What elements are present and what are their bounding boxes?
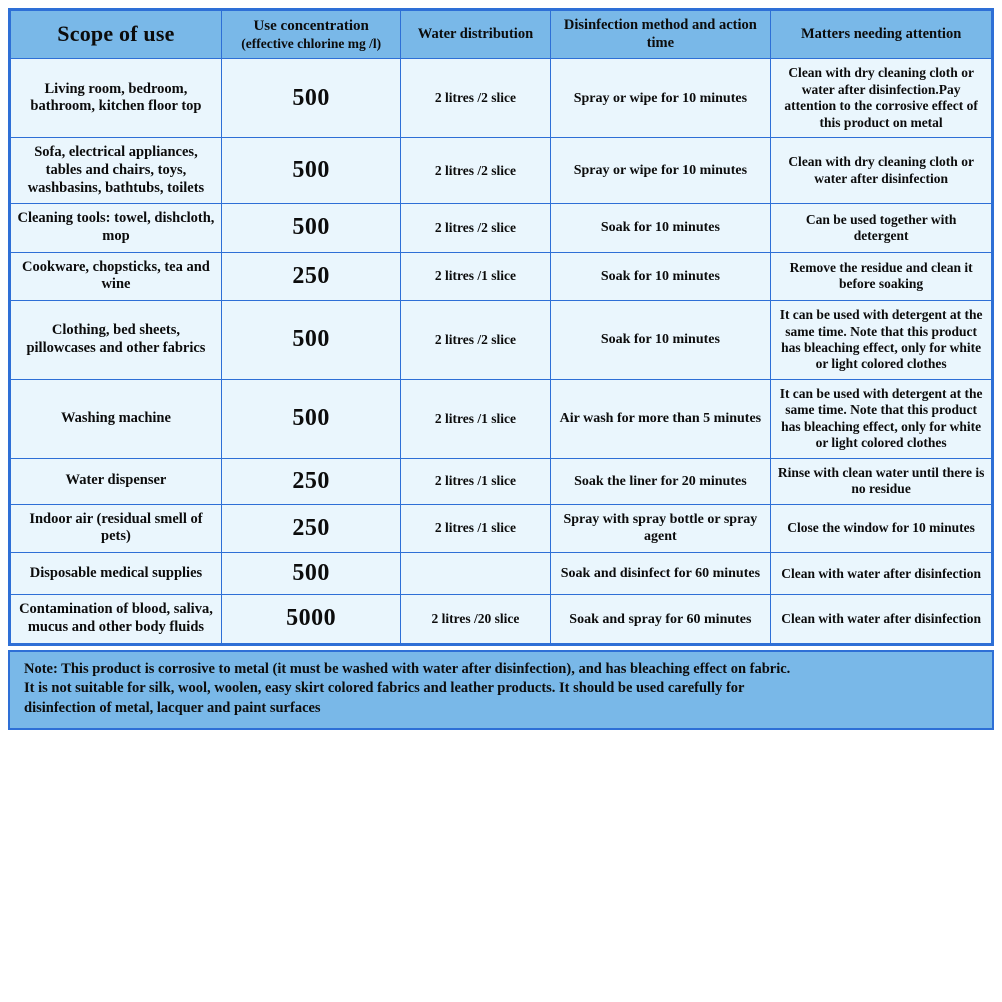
cell-water: 2 litres /1 slice	[401, 458, 550, 504]
column-header-concentration	[221, 11, 401, 59]
cell-water	[401, 553, 550, 595]
cell-method: Air wash for more than 5 minutes	[550, 379, 771, 458]
column-header-method: Disinfection method and action time	[550, 11, 771, 59]
table-row	[11, 138, 992, 204]
cell-concentration: 500	[221, 301, 401, 380]
table-header	[11, 11, 992, 59]
cell-scope: Indoor air (residual smell of pets)	[11, 504, 222, 552]
cell-water: 2 litres /2 slice	[401, 301, 550, 380]
cell-method: Soak and spray for 60 minutes	[550, 595, 771, 643]
note-section	[8, 650, 994, 731]
table-row	[11, 379, 992, 458]
table-row	[11, 301, 992, 380]
table-body	[11, 59, 992, 643]
cell-method: Soak for 10 minutes	[550, 252, 771, 300]
cell-concentration: 250	[221, 458, 401, 504]
table-row	[11, 59, 992, 138]
cell-method: Soak for 10 minutes	[550, 204, 771, 252]
cell-method: Spray or wipe for 10 minutes	[550, 138, 771, 204]
cell-scope: Sofa, electrical appliances, tables and chairs, toys, washbasins, bathtubs, toilets	[11, 138, 222, 204]
table-row	[11, 553, 992, 595]
cell-attention: Rinse with clean water until there is no residue	[771, 458, 992, 504]
column-header-concentration-main: Use concentration	[253, 18, 369, 35]
cell-water: 2 litres /1 slice	[401, 252, 550, 300]
usage-table	[10, 10, 992, 644]
cell-method: Soak and disinfect for 60 minutes	[550, 553, 771, 595]
cell-scope: Living room, bedroom, bathroom, kitchen floor top	[11, 59, 222, 138]
table-row	[11, 252, 992, 300]
cell-water: 2 litres /1 slice	[401, 379, 550, 458]
cell-concentration: 250	[221, 252, 401, 300]
cell-attention: Remove the residue and clean it before soaking	[771, 252, 992, 300]
header-row	[11, 11, 992, 59]
cell-concentration: 500	[221, 138, 401, 204]
table-row	[11, 504, 992, 552]
note-line-3: disinfection of metal, lacquer and paint surfaces	[24, 699, 321, 716]
cell-scope: Disposable medical supplies	[11, 553, 222, 595]
table-row	[11, 204, 992, 252]
cell-method: Spray or wipe for 10 minutes	[550, 59, 771, 138]
cell-attention: Can be used together with detergent	[771, 204, 992, 252]
cell-method: Soak the liner for 20 minutes	[550, 458, 771, 504]
cell-scope: Contamination of blood, saliva, mucus and other body fluids	[11, 595, 222, 643]
cell-attention: Clean with dry cleaning cloth or water after disinfection.Pay attention to the corrosive effect of this product on metal	[771, 59, 992, 138]
cell-concentration: 500	[221, 553, 401, 595]
cell-scope: Cookware, chopsticks, tea and wine	[11, 252, 222, 300]
cell-scope: Cleaning tools: towel, dishcloth, mop	[11, 204, 222, 252]
cell-method: Spray with spray bottle or spray agent	[550, 504, 771, 552]
cell-scope: Water dispenser	[11, 458, 222, 504]
cell-water: 2 litres /2 slice	[401, 204, 550, 252]
cell-concentration: 500	[221, 204, 401, 252]
table-row	[11, 595, 992, 643]
cell-scope: Clothing, bed sheets, pillowcases and other fabrics	[11, 301, 222, 380]
cell-attention: It can be used with detergent at the same time. Note that this product has bleaching effect, only for white or light colored clothes	[771, 301, 992, 380]
usage-table-container	[8, 8, 994, 646]
cell-concentration: 500	[221, 379, 401, 458]
cell-water: 2 litres /2 slice	[401, 138, 550, 204]
cell-scope: Washing machine	[11, 379, 222, 458]
cell-attention: Close the window for 10 minutes	[771, 504, 992, 552]
table-row	[11, 458, 992, 504]
note-line-1: Note: This product is corrosive to metal (it must be washed with water after disinfection), and has bleaching effect on fabric.	[24, 660, 791, 677]
column-header-concentration-sub: (effective chlorine mg /l)	[241, 35, 382, 51]
cell-attention: Clean with water after disinfection	[771, 553, 992, 595]
cell-water: 2 litres /2 slice	[401, 59, 550, 138]
cell-method: Soak for 10 minutes	[550, 301, 771, 380]
cell-attention: Clean with dry cleaning cloth or water after disinfection	[771, 138, 992, 204]
column-header-water: Water distribution	[401, 11, 550, 59]
column-header-attention: Matters needing attention	[771, 11, 992, 59]
cell-attention: Clean with water after disinfection	[771, 595, 992, 643]
note-line-2: It is not suitable for silk, wool, woolen, easy skirt colored fabrics and leather products. It should be used carefully for	[24, 680, 745, 697]
cell-concentration: 500	[221, 59, 401, 138]
cell-water: 2 litres /1 slice	[401, 504, 550, 552]
column-header-scope: Scope of use	[11, 11, 222, 59]
cell-water: 2 litres /20 slice	[401, 595, 550, 643]
cell-concentration: 250	[221, 504, 401, 552]
cell-concentration: 5000	[221, 595, 401, 643]
cell-attention: It can be used with detergent at the same time. Note that this product has bleaching effect, only for white or light colored clothes	[771, 379, 992, 458]
